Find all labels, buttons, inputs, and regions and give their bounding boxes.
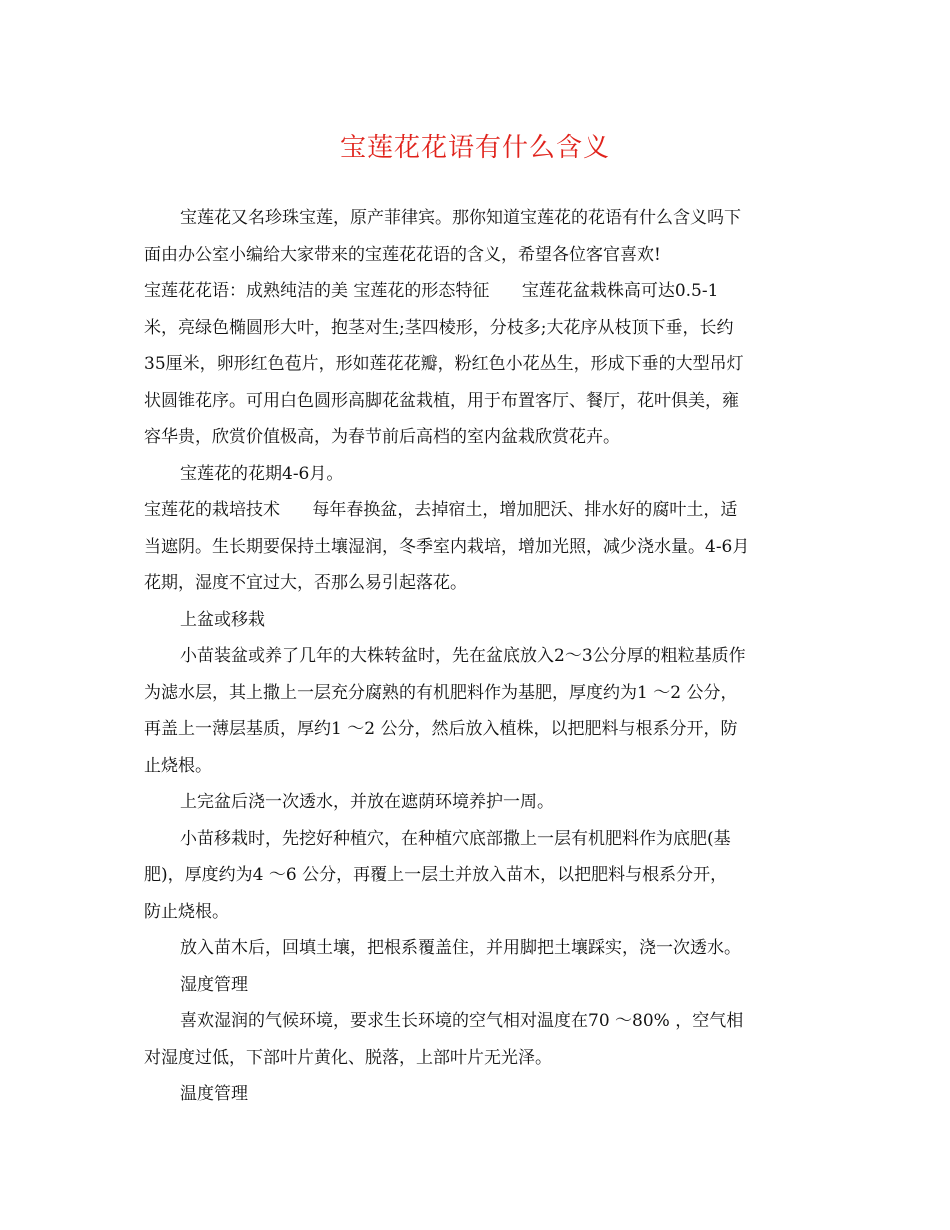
document-body <box>144 200 808 1113</box>
paragraph-line: 小苗移栽时，先挖好种植穴，在种植穴底部撒上一层有机肥料作为底肥(基 <box>180 828 731 849</box>
paragraph-line: 米，亮绿色椭圆形大叶，抱茎对生;茎四棱形，分枝多;大花序从枝顶下垂，长约 <box>144 317 734 338</box>
paragraph-line: 喜欢湿润的气候环境，要求生长环境的空气相对温度在70 ～80% ，空气相 <box>180 1011 744 1031</box>
paragraph-line: 防止烧根。 <box>144 901 229 922</box>
paragraph-line: 对湿度过低，下部叶片黄化、脱落，上部叶片无光泽。 <box>144 1047 552 1068</box>
paragraph-line: 35厘米，卵形红色苞片，形如莲花花瓣，粉红色小花丛生，形成下垂的大型吊灯 <box>144 354 744 374</box>
paragraph-line: 状圆锥花序。可用白色圆形高脚花盆栽植，用于布置客厅、餐厅，花叶俱美，雍 <box>144 390 739 411</box>
paragraph-line: 小苗装盆或养了几年的大株转盆时，先在盆底放入2～3公分厚的粗粒基质作 <box>180 646 746 666</box>
paragraph-line: 为滤水层，其上撒上一层充分腐熟的有机肥料作为基肥，厚度约为1 ～2 公分， <box>144 682 738 703</box>
section-heading: 湿度管理 <box>180 974 248 995</box>
section-heading: 上盆或移栽 <box>180 609 265 630</box>
paragraph-line: 宝莲花的花期4-6月。 <box>180 463 344 484</box>
paragraph-line: 面由办公室小编给大家带来的宝莲花花语的含义，希望各位客官喜欢! <box>144 244 661 265</box>
paragraph-line: 宝莲花的栽培技术 每年春换盆，去掉宿土，增加肥沃、排水好的腐叶土，适 <box>144 500 738 520</box>
paragraph-line: 放入苗木后，回填土壤，把根系覆盖住，并用脚把土壤踩实，浇一次透水。 <box>180 938 741 958</box>
document-title: 宝莲花花语有什么含义 <box>339 133 610 163</box>
paragraph-line: 肥)，厚度约为4 ～6 公分，再覆上一层土并放入苗木，以把肥料与根系分开， <box>144 865 728 885</box>
paragraph-line: 再盖上一薄层基质，厚约1 ～2 公分，然后放入植株，以把肥料与根系分开，防 <box>144 719 738 739</box>
paragraph-line: 止烧根。 <box>144 755 212 776</box>
paragraph-line: 当遮阴。生长期要保持土壤湿润，冬季室内栽培，增加光照，减少浇水量。4-6月 <box>144 536 750 557</box>
paragraph-line: 宝莲花花语：成熟纯洁的美 宝莲花的形态特征 宝莲花盆栽株高可达0.5-1 <box>144 281 719 301</box>
paragraph-line: 容华贵，欣赏价值极高，为春节前后高档的室内盆栽欣赏花卉。 <box>144 427 620 447</box>
paragraph-line: 花期，湿度不宜过大，否那么易引起落花。 <box>144 573 467 593</box>
section-heading: 温度管理 <box>180 1084 248 1104</box>
paragraph-line: 上完盆后浇一次透水，并放在遮荫环境养护一周。 <box>180 792 554 812</box>
paragraph-line: 宝莲花又名珍珠宝莲，原产菲律宾。那你知道宝莲花的花语有什么含义吗下 <box>180 208 741 228</box>
